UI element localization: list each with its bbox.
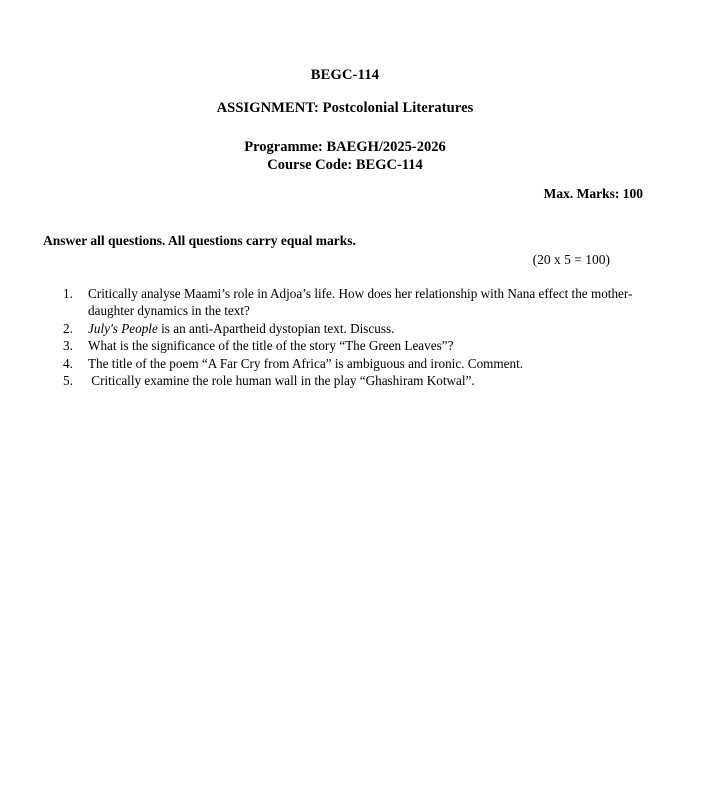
list-item	[63, 285, 643, 320]
question-text	[88, 320, 643, 337]
programme-line: Programme: BAEGH/2025-2026	[244, 138, 446, 155]
question-number: 1.	[63, 286, 73, 301]
question-number: 5.	[63, 373, 73, 389]
list-item	[63, 372, 643, 389]
max-marks-label: Max. Marks: 100	[543, 186, 643, 201]
page-title: BEGC-114	[310, 67, 380, 83]
document-header	[0, 68, 690, 174]
question-text: Critically analyse Maami’s role in Adjoa’s life. How does her relationship with Nana effect the mother-daughter dynamics in the text?	[88, 286, 633, 319]
list-item	[63, 355, 643, 372]
question-text: Critically examine the role human wall in the play “Ghashiram Kotwal”.	[88, 373, 475, 389]
question-number: 2.	[63, 320, 73, 336]
question-list	[63, 285, 643, 390]
question-text: What is the significance of the title of the story “The Green Leaves”?	[88, 338, 454, 354]
list-item	[63, 320, 643, 337]
course-code-line: Course Code: BEGC-114	[267, 157, 423, 173]
question-text-body: is an anti-Apartheid dystopian text. Discuss.	[157, 320, 395, 336]
question-number: 4.	[63, 355, 73, 371]
list-item	[63, 337, 643, 354]
marks-breakdown-label: (20 x 5 = 100)	[532, 252, 610, 267]
programme-block	[0, 138, 690, 174]
question-number: 3.	[63, 338, 73, 354]
assignment-title: ASSIGNMENT: Postcolonial Literatures	[216, 99, 474, 116]
question-title-italic: July's People	[88, 320, 158, 336]
question-text: The title of the poem “A Far Cry from Africa” is ambiguous and ironic. Comment.	[88, 355, 524, 371]
instruction-line: Answer all questions. All questions carry equal marks.	[43, 233, 356, 248]
